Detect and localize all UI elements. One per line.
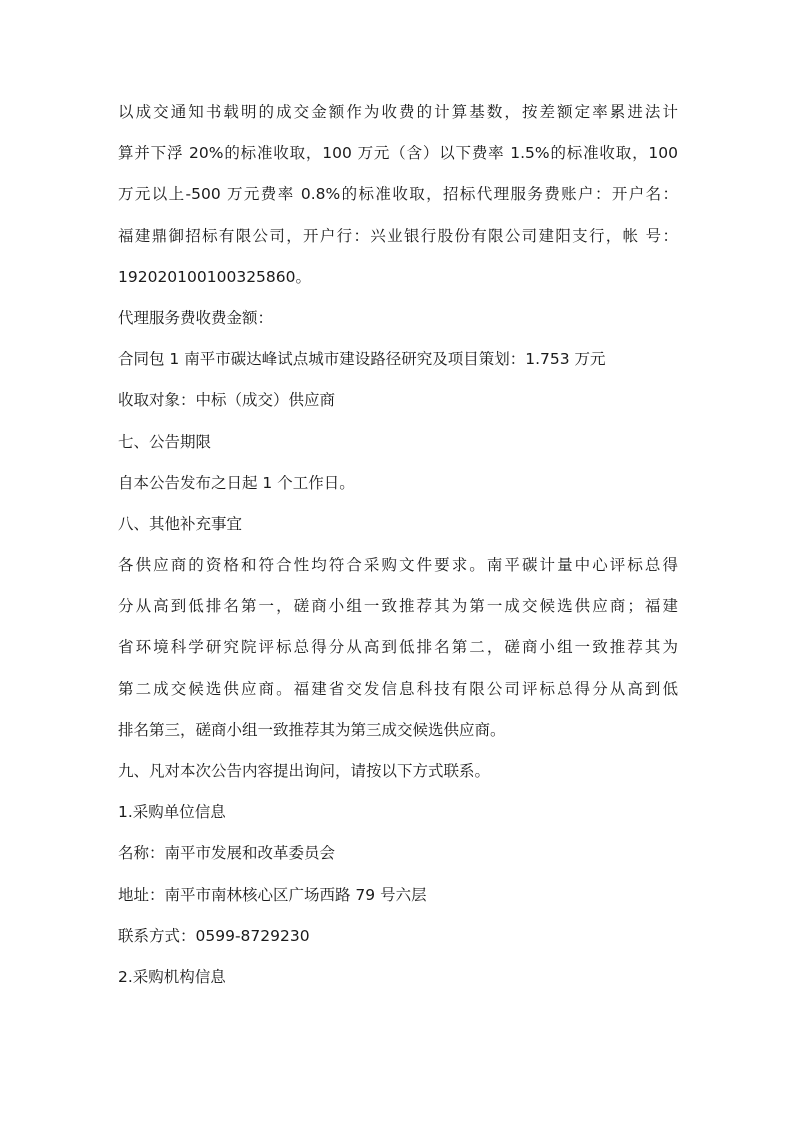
document-page (118, 102, 678, 1008)
contract-package-line: 合同包 1 南平市碳达峰试点城市建设路径研究及项目策划：1.753 万元 (118, 350, 606, 369)
paragraph-line-4: 福建鼎御招标有限公司，开户行：兴业银行股份有限公司建阳支行，帐 号： (118, 226, 678, 245)
supplement-line-3: 省环境科学研究院评标总得分从高到低排名第二，磋商小组一致推荐其为 (118, 638, 678, 657)
purchaser-contact: 联系方式：0599-8729230 (118, 926, 310, 945)
paragraph-line-3: 万元以上-500 万元费率 0.8%的标准收取，招标代理服务费账户：开户名： (118, 185, 678, 204)
fee-recipient-line: 收取对象：中标（成交）供应商 (118, 391, 336, 410)
purchaser-info-heading: 1.采购单位信息 (118, 803, 226, 822)
supplement-line-1: 各供应商的资格和符合性均符合采购文件要求。南平碳计量中心评标总得 (118, 556, 678, 575)
supplement-line-2: 分从高到低排名第一，磋商小组一致推荐其为第一成交候选供应商；福建 (118, 597, 678, 616)
purchaser-name: 名称：南平市发展和改革委员会 (118, 844, 336, 863)
purchaser-address: 地址：南平市南林核心区广场西路 79 号六层 (118, 885, 427, 904)
section-nine-heading: 九、凡对本次公告内容提出询问，请按以下方式联系。 (118, 762, 491, 780)
supplement-line-4: 第二成交候选供应商。福建省交发信息科技有限公司评标总得分从高到低 (118, 679, 678, 698)
announcement-period-text: 自本公告发布之日起 1 个工作日。 (118, 473, 355, 492)
paragraph-line-1: 以成交通知书载明的成交金额作为收费的计算基数，按差额定率累进法计 (118, 103, 678, 121)
paragraph-line-2: 算并下浮 20%的标准收取，100 万元（含）以下费率 1.5%的标准收取，100 (118, 144, 678, 163)
supplement-line-5: 排名第三，磋商小组一致推荐其为第三成交候选供应商。 (118, 720, 506, 739)
section-eight-heading: 八、其他补充事宜 (118, 514, 243, 533)
account-number-line: 192020100100325860。 (118, 267, 312, 286)
agency-info-heading: 2.采购机构信息 (118, 967, 226, 986)
section-seven-heading: 七、公告期限 (118, 432, 212, 451)
fee-amount-heading: 代理服务费收费金额： (118, 308, 274, 327)
